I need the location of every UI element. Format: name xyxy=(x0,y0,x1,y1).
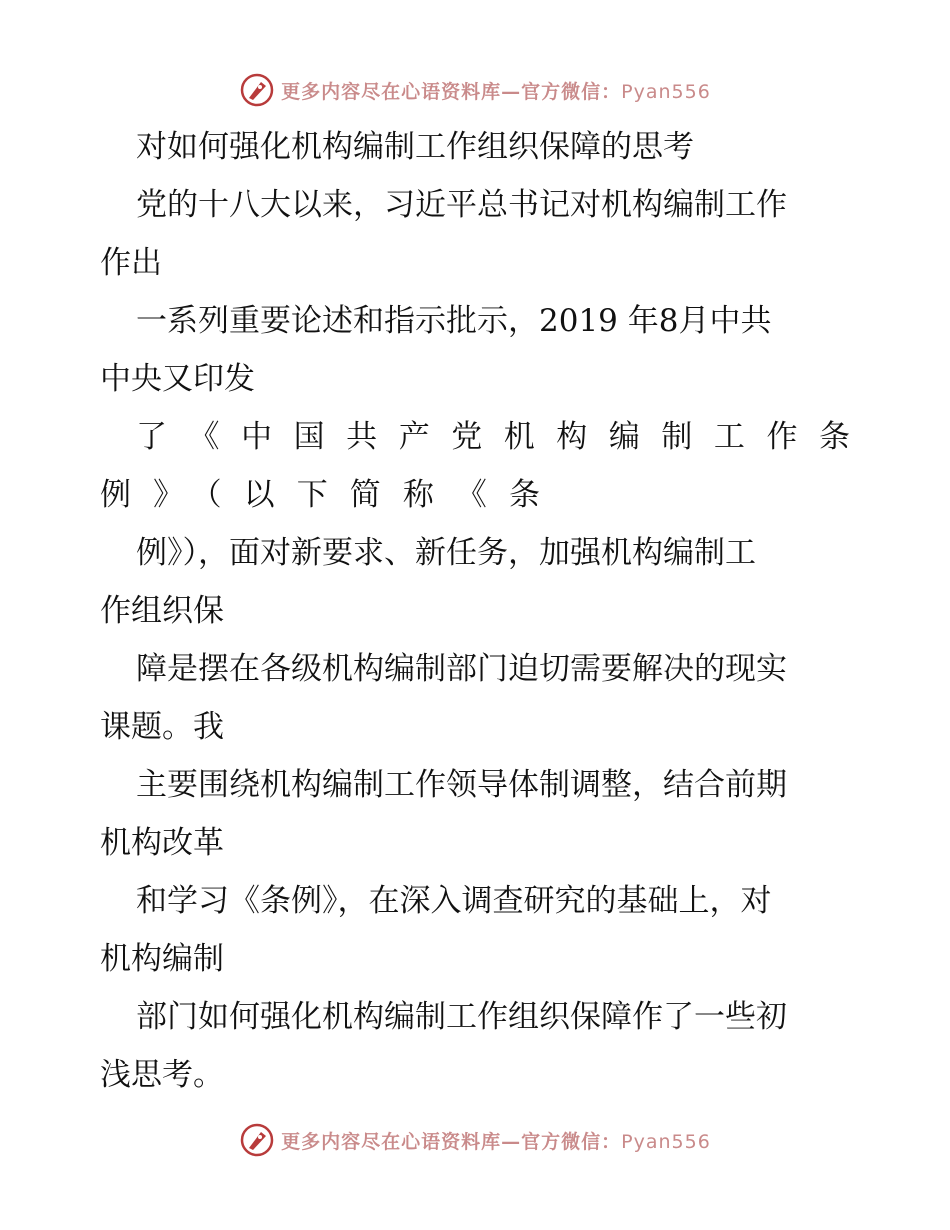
watermark-wechat-id: Pyan556 xyxy=(621,1130,711,1153)
document-body xyxy=(100,118,850,1104)
watermark-text: 更多内容尽在心语资料库—官方微信：Pyan556 xyxy=(281,1130,711,1153)
pen-nib-logo-icon xyxy=(239,1122,275,1158)
header-watermark xyxy=(0,70,950,110)
paragraph-line: 课题。我 xyxy=(100,709,224,745)
paragraph-line: 机构改革 xyxy=(100,825,224,861)
paragraph-line: 一系列重要论述和指示批示，2019 年8月中共 xyxy=(136,303,772,339)
paragraph-line: 例》），面对新要求、新任务，加强机构编制工 xyxy=(136,535,756,571)
paragraph-line: 作出 xyxy=(100,245,162,281)
watermark-wechat-id: Pyan556 xyxy=(621,80,711,103)
paragraph-line: 作组织保 xyxy=(100,593,224,629)
footer-watermark xyxy=(0,1120,950,1160)
pen-nib-logo-icon xyxy=(239,72,275,108)
paragraph-line: 浅思考。 xyxy=(100,1057,224,1093)
paragraph-line: 了《中国共产党机构编制工作条 xyxy=(136,419,850,455)
paragraph-line: 例》（以下简称《条 xyxy=(100,477,540,513)
document-title: 对如何强化机构编制工作组织保障的思考 xyxy=(136,129,694,165)
paragraph-line: 机构编制 xyxy=(100,941,224,977)
watermark-text: 更多内容尽在心语资料库—官方微信：Pyan556 xyxy=(281,80,711,103)
paragraph-line: 障是摆在各级机构编制部门迫切需要解决的现实 xyxy=(136,651,787,687)
paragraph-line: 中央又印发 xyxy=(100,361,255,397)
paragraph-line: 主要围绕机构编制工作领导体制调整，结合前期 xyxy=(136,767,787,803)
paragraph-line: 和学习《条例》，在深入调查研究的基础上，对 xyxy=(136,883,772,919)
paragraph-line: 党的十八大以来，习近平总书记对机构编制工作 xyxy=(136,187,787,223)
paragraph-line: 部门如何强化机构编制工作组织保障作了一些初 xyxy=(136,999,787,1035)
